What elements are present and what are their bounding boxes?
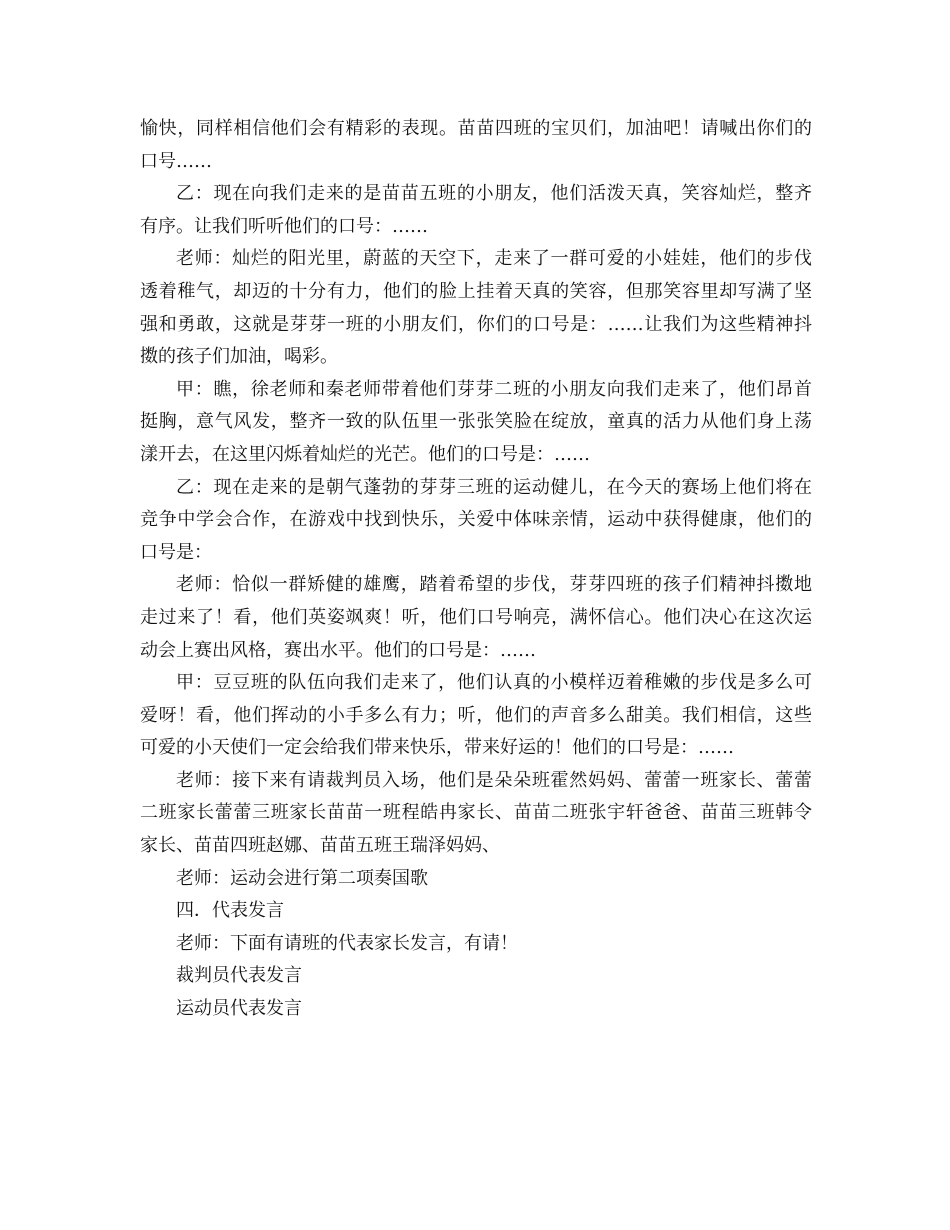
text-line: 可爱的小天使们一定会给我们带来快乐，带来好运的！他们的口号是：…… (140, 737, 734, 759)
text-line: 四．代表发言 (176, 900, 284, 922)
document-page (140, 113, 812, 1026)
text-line: 老师：灿烂的阳光里，蔚蓝的天空下，走来了一群可爱的小娃娃，他们的步伐 (176, 248, 812, 270)
text-line: 甲：豆豆班的队伍向我们走来了，他们认真的小模样迈着稚嫩的步伐是多么可 (176, 672, 812, 694)
text-line: 爱呀！看，他们挥动的小手多么有力；听，他们的声音多么甜美。我们相信，这些 (140, 704, 812, 726)
text-line: 二班家长蕾蕾三班家长苗苗一班程皓冉家长、苗苗二班张宇轩爸爸、苗苗三班韩令 (140, 802, 812, 824)
text-line: 强和勇敢，这就是芽芽一班的小朋友们，你们的口号是：……让我们为这些精神抖 (140, 313, 812, 335)
text-line: 口号…… (140, 150, 212, 172)
text-line: 擞的孩子们加油，喝彩。 (140, 346, 338, 368)
text-line: 老师：运动会进行第二项奏国歌 (176, 867, 428, 889)
text-line: 运动员代表发言 (176, 998, 302, 1020)
text-line: 有序。让我们听听他们的口号：…… (140, 215, 428, 237)
text-line: 挺胸，意气风发，整齐一致的队伍里一张张笑脸在绽放，童真的活力从他们身上荡 (140, 411, 812, 433)
text-line: 竞争中学会合作，在游戏中找到快乐，关爱中体味亲情，运动中获得健康，他们的 (140, 509, 812, 531)
text-line: 裁判员代表发言 (176, 965, 302, 987)
text-line: 乙：现在走来的是朝气蓬勃的芽芽三班的运动健儿，在今天的赛场上他们将在 (176, 476, 812, 498)
text-line: 口号是： (140, 541, 212, 563)
text-line: 老师：恰似一群矫健的雄鹰，踏着希望的步伐，芽芽四班的孩子们精神抖擞地 (176, 574, 812, 596)
text-line: 愉快，同样相信他们会有精彩的表现。苗苗四班的宝贝们，加油吧！请喊出你们的 (140, 118, 812, 139)
text-line: 乙：现在向我们走来的是苗苗五班的小朋友，他们活泼天真，笑容灿烂，整齐 (176, 183, 812, 205)
text-line: 家长、苗苗四班赵娜、苗苗五班王瑞泽妈妈、 (140, 835, 500, 857)
text-line: 透着稚气，却迈的十分有力，他们的脸上挂着天真的笑容，但那笑容里却写满了坚 (140, 280, 812, 302)
text-line: 老师：下面有请班的代表家长发言，有请！ (176, 932, 518, 954)
text-line: 漾开去，在这里闪烁着灿烂的光芒。他们的口号是：…… (140, 443, 590, 465)
text-line: 甲：瞧，徐老师和秦老师带着他们芽芽二班的小朋友向我们走来了，他们昂首 (176, 378, 812, 400)
text-line: 老师：接下来有请裁判员入场，他们是朵朵班霍然妈妈、蕾蕾一班家长、蕾蕾 (176, 769, 812, 791)
text-line: 动会上赛出风格，赛出水平。他们的口号是：…… (140, 639, 536, 661)
text-line: 走过来了！看，他们英姿飒爽！听，他们口号响亮，满怀信心。他们决心在这次运 (140, 606, 812, 628)
